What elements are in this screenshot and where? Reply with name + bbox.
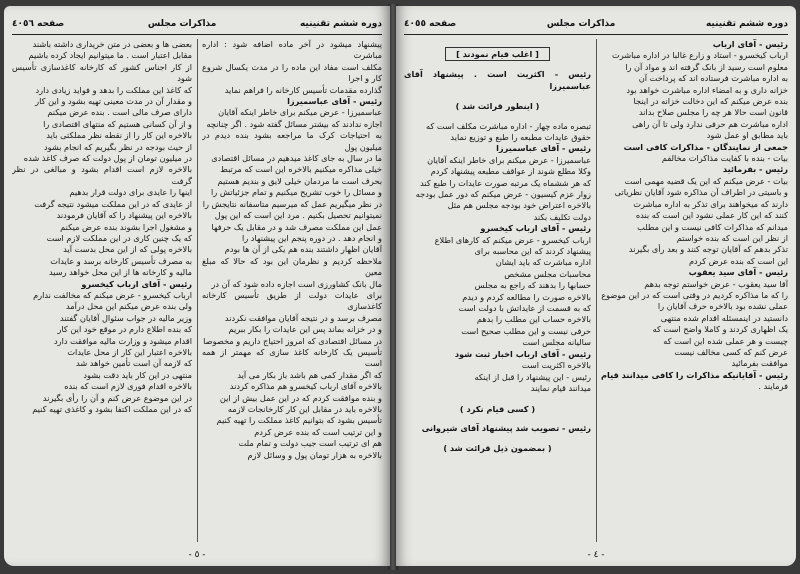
right-columns <box>404 39 788 546</box>
text-line: منتهی در این کار باید دقت بشود <box>83 369 192 380</box>
text-line: بالاخره به هزار تومان پول و وسائل لازم <box>247 449 382 460</box>
text-line: تأسیس یک کارخانه کاغذ سازی که مهمتر از همه است <box>202 346 382 369</box>
text-line: از کار اجناس کشور که کارخانه کاغذسازی تأسیس شود <box>12 61 192 84</box>
text-line: از عایدی که در این مملکت میشود نتیجه گرفت <box>34 198 192 209</box>
right-page-number: - ٤ - <box>587 550 605 560</box>
text-line: بیات - بنده با کفایت مذاکرات مخالفم <box>661 153 788 164</box>
text-line: عملی نشده بود بالاخره حرف آقایان را <box>657 301 788 312</box>
text-line: که هر ششماه یک مرتبه صورت عایدات را طبع کند <box>420 177 591 188</box>
text-line: به اداره مباشرت فرستاده اند که پرداخت آن <box>638 73 788 84</box>
text-line: بحرف است ما مردمان خیلی لایق و بندیم هستیم <box>217 175 382 186</box>
text-line: بالاخره آقای ارباب کیخسرو هم مذاکره کردند <box>229 381 382 392</box>
text-line: آقایان اظهار داشتند بنده هم یکی از آن ها بودم <box>224 244 382 255</box>
text-line: نمیتوانیم تحصیل بکنیم . مرد این است که این پول <box>214 210 382 221</box>
text-line: بالاخره صورت را مطالعه کردم و دیدم <box>462 291 591 302</box>
right-header-rule <box>404 34 788 35</box>
text-line: خیلی مذاکره میکنیم بالاخره این است که مرتبط <box>220 164 382 175</box>
left-page-left-column <box>12 39 192 546</box>
text-line: وکلا مطلع شوند از عواقف مطبعه پیشنهاد کردم <box>430 166 591 177</box>
text-line: اداره مباشرت که باید ایشان <box>495 257 591 268</box>
speaker-line: رئیس - اکثریت است . پیشنهاد آقای عباسمیرزا <box>404 69 591 91</box>
left-header-title: مذاکرات مجلس <box>147 19 217 29</box>
text-line: میدانند قیام نمایند <box>530 382 591 393</box>
text-line: را که ما مذاکره کردیم در وقتی است که در این موضوع <box>601 289 788 300</box>
text-line: گذارده مقدمات تأسیس کارخانه را فراهم نماید <box>224 84 382 95</box>
left-header-journal: دوره ششم تقنینیه <box>299 19 382 29</box>
speaker-line: رئیس - بفرمائید <box>722 164 788 175</box>
text-line: محاسبات مجلس مشخص <box>504 268 591 279</box>
right-header-page: صفحه ٤٠٥٥ <box>404 19 457 29</box>
speaker-line: رئیس - آقای ارباب کیخسرو <box>480 223 591 234</box>
center-note: ( کسی قیام نکرد ) <box>459 403 536 414</box>
text-line: بنده عرض میکنم که این دخالت خزانه در اینجا <box>633 96 788 107</box>
text-line: بالاخره پولی که از این محل بدست آید <box>63 244 192 255</box>
text-line: و مقدار آن در مدت معینی تهیه بشود و این کار <box>35 96 192 107</box>
text-line: تذکر بدهم که آقایان توجه کنند و بعد رأی بگیرند <box>628 244 788 255</box>
speaker-line: رئیس - آقای سید یعقوب <box>688 267 788 278</box>
text-line: عباسمیرزا - عرض میکنم برای خاطر اینکه آقایان <box>218 107 382 118</box>
text-line: مصرف برسد و در نتیجه آقایان موافقت نکردند <box>224 312 382 323</box>
text-line: و این ترتیب است که بنده عرض کردم <box>254 426 382 437</box>
text-line: به مصرف تأسیس کارخانه برسد و عایدات <box>50 255 192 266</box>
text-line: برای عایدات دولت از طریق تأسیس کارخانه کاغذسازی <box>202 289 382 312</box>
text-line: قانون است حالا هر چه را مجلس صلاح بداند <box>638 107 788 118</box>
text-line: یک اظهاری کردند و کاملا واضح است که <box>652 324 788 335</box>
text-line: عرض کنم که کسی مخالف نیست <box>674 346 788 357</box>
text-line: دانستید در اینمسئله اقدام شده منتهی <box>660 312 788 323</box>
text-line: بالاخره لازم است اقدام بشود و مبالغی در نظر گرفت <box>12 164 192 186</box>
text-line: در مسائل اقتصادی که امروز احتیاج داریم و مخصوصا <box>203 335 382 346</box>
text-line: ما در سال به جای کاغذ میدهیم در مسائل اقتصادی <box>211 153 382 164</box>
text-line: دارای صرف مالی است . بنده عرض میکنم <box>47 107 192 118</box>
text-line: که یک چنین کاری در این مملکت لازم است <box>46 232 192 243</box>
speaker-line: جمعی از نمایندگان - مذاکرات کافی است <box>623 141 788 152</box>
text-line: بعضی ها و بعضی در متن خریداری داشته باشند <box>32 39 192 49</box>
text-line: پیشنهاد میشود در آخر ماده اضافه شود : اداره مباشرت <box>202 39 382 61</box>
text-line: در میلیون تومان از پول دولت که صرف کاغذ شده <box>23 153 192 164</box>
text-line: بالاخره این پیشنهاد را که آقایان فرمودند <box>56 210 192 221</box>
text-line: و از آن کسانی هستیم که منتهای اقتصادی را <box>43 118 192 129</box>
text-line: رئیس - این پیشنهاد را قبل از اینکه <box>474 371 591 382</box>
text-line: عباسمیرزا - عرض میکنم برای خاطر اینکه آقایان <box>427 154 591 165</box>
boxed-note: [ اغلب قیام نمودند ] <box>445 47 550 61</box>
text-line: و بنده موافقت کردم که در این عمل بیش از این <box>219 392 382 403</box>
text-line: مقابل اعتبار است . ما میتوانیم ایجاد کرده باشیم <box>28 50 192 61</box>
left-page-header <box>12 16 382 32</box>
speaker-line: رئیس - آقای ارباب <box>712 39 788 49</box>
text-line: تبصره ماده چهار - اداره مباشرت مکلف است که <box>426 120 591 131</box>
center-note: ( بمضمون ذیل قرائت شد ) <box>443 443 552 454</box>
text-line: آقا سید یعقوب - عرض خواستم توجه بدهم <box>644 278 788 289</box>
text-line: مال بانک کشاورزی است اجازه داده شود که آن در <box>211 278 382 289</box>
right-header-title: مذاکرات مجلس <box>546 19 616 29</box>
center-note: ( اینطور قرائت شد ) <box>455 101 540 112</box>
right-page-left-column <box>404 39 591 546</box>
text-line: از نظر این است که بنده خواستم <box>676 232 788 243</box>
right-page-right-column <box>601 39 788 546</box>
text-line: ملاحظه کردیم و نظرمان این بود که حالا که مبلغ معین <box>202 255 382 278</box>
speaker-line: رئیس - تصویب شد پیشنهاد آقای شیروانی <box>421 422 591 433</box>
left-header-rule <box>12 34 382 35</box>
text-line: ولی بنده عرض میکنم این محل درآمد <box>65 301 192 312</box>
text-line: ارباب کیخسرو - عرض میکنم که مخالفت ندارم <box>33 289 192 300</box>
text-line: معلوم است رسید از بانک گرفته اند و مواد آن را <box>625 61 788 72</box>
text-line: و در خزانه بماند پس این عایدات را بکار ببریم <box>228 324 382 335</box>
text-line: و باسیتی در اطراف آن مذاکره شود آقایان نظریاتی <box>614 187 788 198</box>
text-line: حقوق عایدات مطبعه را طبع و توزیع نماید <box>450 131 591 142</box>
right-page-header <box>404 16 788 32</box>
text-line: به احتیاجات کرک ما مراجعه بشود بنده دیدم در میلیون پول <box>202 130 382 152</box>
text-line: که بنده اطلاع دارم در موقع خود این کار <box>57 324 192 335</box>
text-line: موافقت بفرمائید <box>731 358 788 369</box>
text-line: حرفی نیست و این مطلب صحیح است <box>461 325 591 336</box>
text-line: و انجام دهد . در دوره پنجم این پیشنهاد را <box>241 232 382 243</box>
text-line: سالیانه مجلس است <box>522 337 591 348</box>
text-line: اقدام میشود و وزارت مالیه موافقت دارد <box>53 335 192 346</box>
text-line: ارباب کیخسرو - استاد و زارع غالبا در اداره مباشرت <box>612 50 788 61</box>
left-page <box>4 6 390 566</box>
text-line: بالاخره اکثریت است <box>521 360 591 371</box>
text-line: بالاخره این کار را از نقطه نظر مملکتی باید <box>46 130 192 141</box>
speaker-line: رئیس - آقای ارباب کیخسرو <box>81 278 192 289</box>
left-header-page: صفحه ٤٠٥٦ <box>12 19 65 29</box>
text-line: عمل این مملکت مصرف شد و در مقابل یک حرفها <box>211 221 382 232</box>
text-line: هم ای ترتیب است جیب دولت و تمام ملت <box>238 438 382 449</box>
text-line: بالاخره حساب این مطلب را بدهم <box>476 314 591 325</box>
text-line: مالیه و کارخانه ها از این محل خواهد رسید <box>48 267 192 278</box>
left-page-number: - ٥ - <box>188 550 206 560</box>
text-line: که لازمه آن است تأمین خواهد شد <box>76 358 192 369</box>
text-line: بیات - عرض میکنم که این یک قضیه مهمی است <box>624 175 788 186</box>
text-line: بالاخره باید در مقابل این کار کارخانجات لازمه <box>227 404 382 414</box>
text-line: این است که بنده عرض کردم <box>688 255 788 266</box>
speaker-line: رئیس - آقای ارباب اخبار ثبت شود <box>454 348 591 359</box>
text-line: در نظر میگیریم عمل که میرسیم متاسفانه نتایجش را <box>202 198 382 209</box>
text-line: بالاخره اقدام فوری لازم است که بنده <box>64 381 192 392</box>
speaker-line: رئیس - آقایانیکه مذاکرات را کافی میدانند قیام <box>601 369 788 380</box>
text-line: فرمایند . <box>758 381 788 392</box>
text-line: تأسیس بشود که بتوانیم کاغذ مملکت را تهیه کنیم <box>216 415 382 426</box>
text-line: دارند که میخواهند برای تذکر به اداره مباشرت <box>633 198 788 209</box>
text-line: که اگر مقدار کمی هم باشد باز بکار می آید <box>237 369 382 380</box>
text-line: دولت تکلیف بکند <box>533 211 591 222</box>
text-line: و مشغول اجرا بشوند بنده عرض میکنم <box>60 221 192 232</box>
right-header-journal: دوره ششم تقنینیه <box>705 19 788 29</box>
text-line: خزانه داری و به امضاء اداره مباشرت خواهد بود <box>626 84 788 95</box>
left-page-right-column <box>202 39 382 546</box>
text-line: اجازه ندادند که بیشتر مسائل گفته شود . اگر چنانچه <box>206 118 382 129</box>
text-line: که کاغذ این مملکت را بدهد و فواید زیادی دارد <box>35 84 192 95</box>
text-line: که به قسمت از عایداتش با دولت است <box>458 303 591 314</box>
text-line: چیست و هر عملی شده این است که <box>663 335 788 346</box>
text-line: که در این مملکت اکتفا بشود و کاغذی تهیه کنیم <box>32 404 192 414</box>
text-line: وزیر مالیه در جواب سئوال آقایان گفتند <box>60 312 192 323</box>
text-line: پیشنهاد کردند که این محاسبه برای <box>474 246 591 257</box>
text-line: کنند که این کار عملی نشود این است که بنده <box>635 210 788 221</box>
speaker-line: رئیس - آقای عباسمیرزا <box>496 143 591 154</box>
text-line: بالاخره اعتبار این کار از محل عایدات <box>67 346 192 357</box>
text-line: و مسائل را خوب تشریح میکنیم و تمام جزئیاتش را <box>211 187 382 198</box>
speaker-line: رئیس - آقای عباسمیرزا <box>287 96 382 107</box>
text-line: زوار عزم کیسیون - عرض میکنم که دور عمل بودجه <box>415 189 591 199</box>
text-line: حسابها را بدهند که راجع به مجلس <box>474 280 591 291</box>
text-line: در این موضوع عرض کنم و آن را رأی بگیرند <box>42 392 192 403</box>
text-line: اداره مباشرت هم حرفی ندارد ولی تا آن راهی <box>632 118 788 129</box>
left-columns <box>12 39 382 546</box>
text-line: میدانم که مذاکرات کافی نیست و این مطلب <box>637 221 788 232</box>
center-note <box>404 47 591 61</box>
text-line: مکلف است مفاد این ماده را در مدت یکسال شروع کار و اجرا <box>202 61 382 84</box>
right-page <box>396 6 796 566</box>
text-line: ارباب کیخسرو - عرض میکنم که کارهای اطلاع <box>434 234 591 245</box>
text-line: از حیث بودجه در نظر بگیریم که انجام بشود <box>43 141 192 152</box>
text-line: اینها را عایدی برای دولت قرار بدهیم <box>69 187 192 198</box>
text-line: بالاخره اعتراض خود بودجه مجلس هم مثل <box>447 200 591 211</box>
text-line: باید مطابق او عمل شود <box>706 130 788 141</box>
